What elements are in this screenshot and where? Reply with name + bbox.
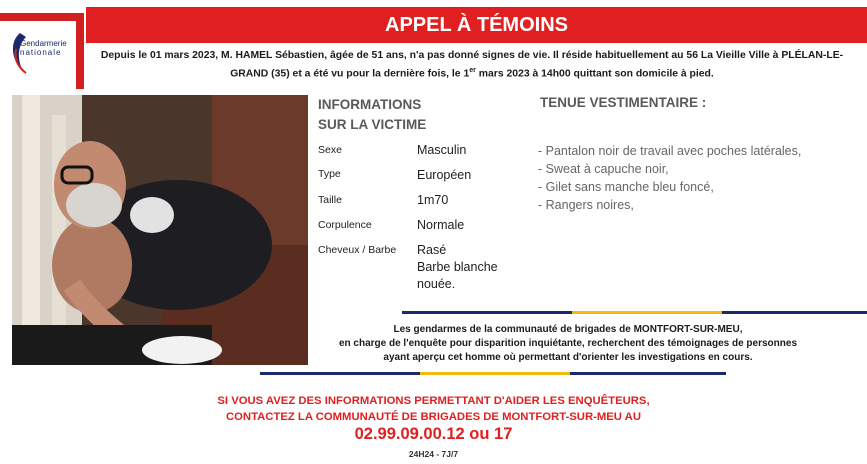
clothing-heading: TENUE VESTIMENTAIRE :: [540, 95, 707, 110]
divider-top: [402, 311, 867, 314]
divider-top-gold: [572, 311, 722, 314]
victim-info-heading: [318, 95, 478, 135]
sex-value: Masculin: [417, 143, 467, 157]
type-label: Type: [318, 168, 341, 180]
clothing-list: [538, 142, 801, 214]
divider-bottom-navy-2: [570, 372, 726, 375]
victim-photo-illustration: [12, 95, 308, 365]
investigation-line2: en charge de l'enquête pour disparition inquiétante, recherchent des témoignages de personnes: [338, 338, 798, 349]
call-to-action: [0, 393, 867, 425]
divider-bottom-navy: [260, 372, 420, 375]
type-value: Européen: [417, 168, 472, 182]
logo-red-bar-top: [0, 13, 76, 21]
height-label: Taille: [318, 194, 342, 206]
intro-line2-superscript: er: [469, 67, 476, 74]
hair-beard-value-line2: Barbe blanche: [417, 260, 498, 274]
intro-line1: Depuis le 01 mars 2023, M. HAMEL Sébastien, âgée de 51 ans, n'a pas donné signes de vie. Il réside habituellement au 56 La Vieille Ville à PLÉLAN-LE-: [100, 50, 844, 61]
availability-hours: 24H24 - 7J/7: [408, 449, 459, 459]
clothing-item: - Rangers noires,: [538, 198, 634, 212]
clothing-item: - Sweat à capuche noir,: [538, 162, 669, 176]
intro-line2: [92, 63, 852, 81]
victim-info-heading-line1: INFORMATIONS: [318, 97, 422, 112]
call-line1: SI VOUS AVEZ DES INFORMATIONS PERMETTANT D'AIDER LES ENQUÊTEURS,: [217, 395, 650, 407]
build-value: Normale: [417, 218, 465, 232]
logo-line2: nationale: [20, 48, 62, 57]
hair-beard-value-line3: nouée.: [417, 277, 456, 291]
sex-label: Sexe: [318, 144, 342, 156]
divider-bottom: [260, 372, 726, 375]
build-label: Corpulence: [318, 219, 372, 231]
victim-info-heading-line2: SUR LA VICTIME: [318, 117, 427, 132]
clothing-item: - Pantalon noir de travail avec poches latérales,: [538, 144, 802, 158]
divider-top-navy-2: [722, 311, 867, 314]
victim-photo: [12, 95, 308, 365]
hair-beard-value: [417, 242, 498, 293]
call-line2: CONTACTEZ LA COMMUNAUTÉ DE BRIGADES DE MONTFORT-SUR-MEU AU: [225, 411, 642, 423]
intro-line2-part-a: GRAND (35) et a été vu pour la dernière fois, le 1: [230, 68, 470, 80]
divider-bottom-gold: [420, 372, 570, 375]
intro-line2-part-b: mars 2023 à 14h00 quittant son domicile à pied.: [475, 68, 714, 80]
investigation-line3: ayant aperçu cet homme où permettant d'orienter les investigations en cours.: [383, 352, 753, 363]
gendarmerie-logo: [0, 5, 84, 89]
clothing-item: - Gilet sans manche bleu foncé,: [538, 180, 714, 194]
investigation-line1: Les gendarmes de la communauté de brigades de MONTFORT-SUR-MEU,: [393, 324, 743, 335]
logo-text: [20, 39, 67, 57]
intro-paragraph: [92, 48, 852, 81]
hair-beard-value-line1: Rasé: [417, 243, 447, 257]
hair-beard-label: Cheveux / Barbe: [318, 244, 397, 256]
page-title: APPEL À TÉMOINS: [86, 7, 867, 43]
logo-line1: Gendarmerie: [20, 39, 67, 48]
phone-number[interactable]: 02.99.09.00.12 ou 17: [354, 425, 513, 443]
investigation-text: [318, 323, 818, 365]
height-value: 1m70: [417, 193, 449, 207]
divider-top-navy: [402, 311, 572, 314]
logo-red-bar-right: [76, 13, 84, 89]
